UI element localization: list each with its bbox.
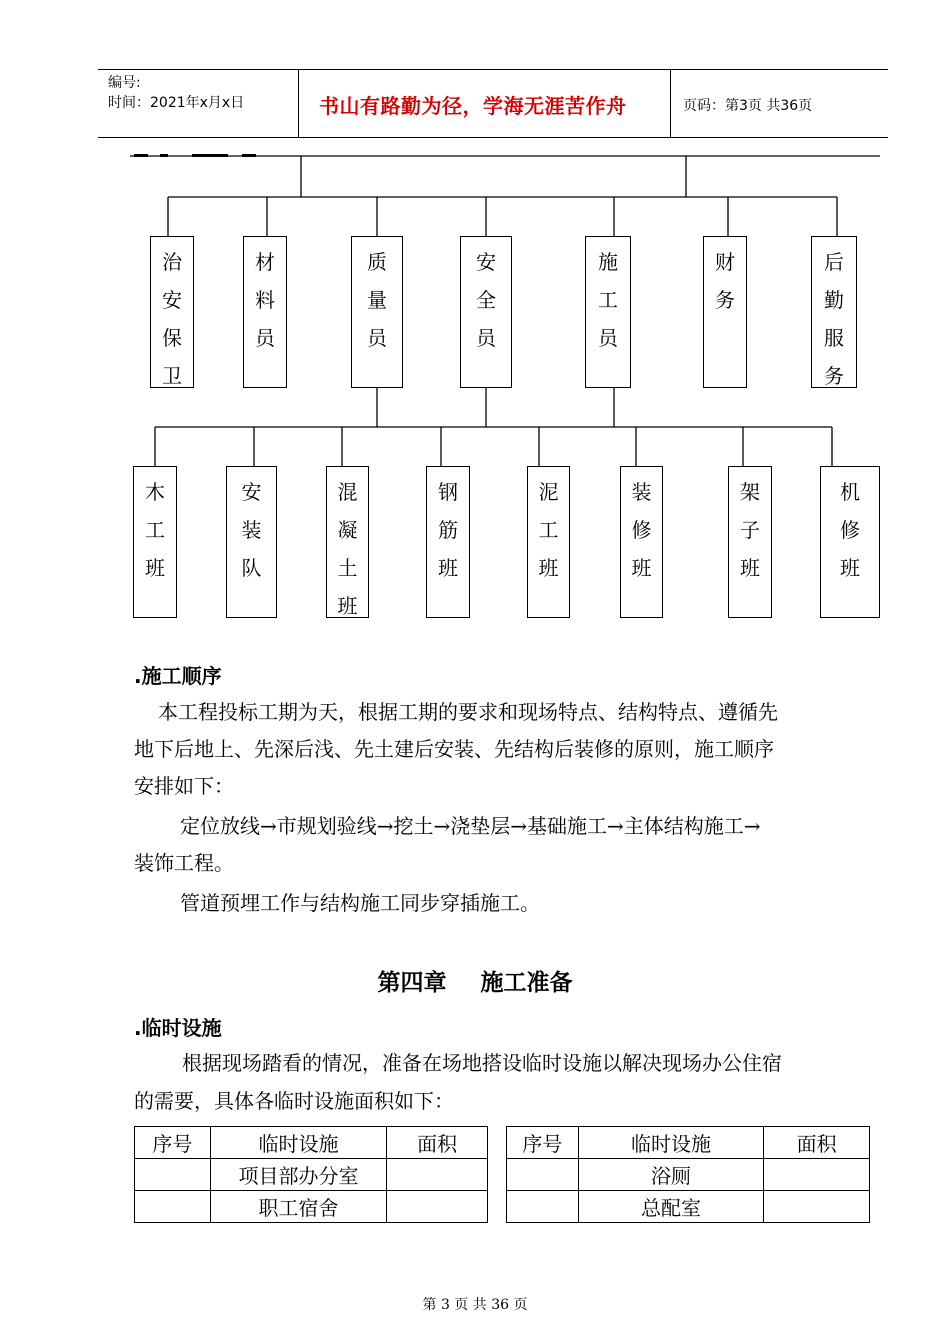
section-title-facilities: .临时设施 <box>134 1016 222 1040</box>
org-char: 务 <box>824 364 844 388</box>
paragraph-line: 的需要，具体各临时设施面积如下： <box>134 1089 454 1113</box>
org-box-label <box>812 243 856 395</box>
org-char: 班 <box>438 556 458 580</box>
table-row <box>135 1159 488 1191</box>
cutoff-mark <box>242 154 256 157</box>
org-char: 修 <box>631 518 652 542</box>
chapter-title: 施工准备 <box>480 970 573 996</box>
paragraph-line: 安排如下： <box>134 774 234 798</box>
org-box-label <box>352 243 402 357</box>
org-char: 工 <box>145 518 165 542</box>
org-char: 量 <box>367 288 387 312</box>
header-cell: 序号 <box>135 1127 211 1159</box>
org-char: 卫 <box>162 364 182 388</box>
team-box-label <box>528 473 569 587</box>
org-char: 队 <box>241 556 262 580</box>
org-char: 勤 <box>824 288 844 312</box>
org-char: 班 <box>337 594 358 618</box>
chapter-number: 第四章 <box>377 970 447 996</box>
table-row <box>507 1191 870 1223</box>
page-label: 页码：第3页 共36页 <box>683 98 813 114</box>
team-box-installation <box>226 466 277 618</box>
org-char: 机 <box>840 480 860 504</box>
section-title-sequence: .施工顺序 <box>134 664 222 688</box>
org-box-safety <box>460 236 512 388</box>
header-cell: 临时设施 <box>210 1127 386 1159</box>
org-char: 安 <box>241 480 262 504</box>
org-char: 钢 <box>438 480 458 504</box>
org-char: 后 <box>824 250 844 274</box>
org-char: 材 <box>255 250 275 274</box>
motto-text: 书山有路勤为径，学海无涯苦作舟 <box>319 94 627 118</box>
org-char: 班 <box>145 556 165 580</box>
table-cell: 项目部办分室 <box>210 1159 386 1191</box>
number-label: 编号: <box>108 75 141 91</box>
paragraph-line: 本工程投标工期为天，根据工期的要求和现场特点、结构特点、遵循先 <box>158 700 778 724</box>
org-char: 员 <box>367 326 387 350</box>
paragraph-line: 地下后地上、先深后浅、先土建后安装、先结构后装修的原则，施工顺序 <box>134 737 774 761</box>
table-cell <box>387 1191 488 1223</box>
org-char: 员 <box>255 326 275 350</box>
chapter-heading <box>0 964 950 997</box>
team-box-scaffolding <box>728 466 772 618</box>
paragraph-line: 定位放线→市规划验线→挖土→浇垫层→基础施工→主体结构施工→ <box>180 814 761 838</box>
org-char: 修 <box>840 518 860 542</box>
header-cell: 序号 <box>507 1127 579 1159</box>
team-box-machinery <box>820 466 880 618</box>
org-box-construction <box>585 236 631 388</box>
org-char: 质 <box>367 250 387 274</box>
table-cell: 浴厕 <box>578 1159 763 1191</box>
org-char: 服 <box>824 326 844 350</box>
org-char: 班 <box>631 556 652 580</box>
org-box-label <box>461 243 511 357</box>
org-box-finance <box>703 236 747 388</box>
org-char: 治 <box>162 250 182 274</box>
org-box-materials <box>243 236 287 388</box>
org-char: 员 <box>598 326 618 350</box>
paragraph-line: 根据现场踏看的情况，准备在场地搭设临时设施以解决现场办公住宿 <box>182 1051 782 1075</box>
org-char: 筋 <box>438 518 458 542</box>
org-char: 混 <box>337 480 358 504</box>
org-char: 料 <box>255 288 275 312</box>
team-box-label <box>821 473 879 587</box>
org-char: 班 <box>538 556 559 580</box>
table-cell <box>135 1191 211 1223</box>
cutoff-mark <box>160 154 168 157</box>
org-box-label <box>704 243 746 319</box>
org-char: 工 <box>598 288 618 312</box>
team-box-label <box>134 473 176 587</box>
header-cell: 面积 <box>764 1127 870 1159</box>
table-cell <box>764 1191 870 1223</box>
table-cell <box>507 1191 579 1223</box>
org-box-label <box>151 243 193 395</box>
org-box-quality <box>351 236 403 388</box>
table-cell: 职工宿舍 <box>210 1191 386 1223</box>
header-cell: 临时设施 <box>578 1127 763 1159</box>
org-char: 全 <box>476 288 496 312</box>
table-cell <box>135 1159 211 1191</box>
org-char: 保 <box>162 326 182 350</box>
page-header <box>98 69 888 138</box>
org-char: 泥 <box>538 480 559 504</box>
org-box-security <box>150 236 194 388</box>
team-box-masonry <box>527 466 570 618</box>
org-box-logistics <box>811 236 857 388</box>
facilities-table-left <box>134 1126 488 1223</box>
org-char: 工 <box>538 518 559 542</box>
table-header-row <box>135 1127 488 1159</box>
org-char: 安 <box>476 250 496 274</box>
header-motto-cell <box>299 70 671 137</box>
org-char: 子 <box>740 518 760 542</box>
table-row <box>135 1191 488 1223</box>
team-box-label <box>621 473 662 587</box>
team-box-label <box>327 473 368 625</box>
org-char: 务 <box>715 288 735 312</box>
org-char: 安 <box>162 288 182 312</box>
header-cell: 面积 <box>387 1127 488 1159</box>
table-cell <box>764 1159 870 1191</box>
table-cell: 总配室 <box>578 1191 763 1223</box>
org-char: 班 <box>840 556 860 580</box>
org-box-label <box>244 243 286 357</box>
team-box-label <box>427 473 469 587</box>
org-char: 凝 <box>337 518 358 542</box>
org-char: 装 <box>631 480 652 504</box>
cutoff-mark <box>134 154 148 157</box>
paragraph-line: 装饰工程。 <box>134 851 234 875</box>
org-char: 员 <box>476 326 496 350</box>
team-box-label <box>227 473 276 587</box>
org-char: 财 <box>715 250 735 274</box>
header-page-cell <box>671 70 888 137</box>
cutoff-mark <box>192 154 228 157</box>
time-label: 时间：2021年x月x日 <box>108 95 245 111</box>
team-box-carpentry <box>133 466 177 618</box>
header-meta <box>98 70 299 137</box>
table-cell <box>507 1159 579 1191</box>
team-box-concrete <box>326 466 369 618</box>
table-row <box>507 1159 870 1191</box>
team-box-label <box>729 473 771 587</box>
org-char: 架 <box>740 480 760 504</box>
org-char: 装 <box>241 518 262 542</box>
org-char: 土 <box>337 556 358 580</box>
table-header-row <box>507 1127 870 1159</box>
paragraph-line: 管道预埋工作与结构施工同步穿插施工。 <box>180 891 540 915</box>
facilities-table-right <box>506 1126 870 1223</box>
team-box-decoration <box>620 466 663 618</box>
table-cell <box>387 1159 488 1191</box>
page-footer: 第 3 页 共 36 页 <box>422 1297 528 1313</box>
team-box-rebar <box>426 466 470 618</box>
org-char: 施 <box>598 250 618 274</box>
org-char: 木 <box>145 480 165 504</box>
org-box-label <box>586 243 630 357</box>
org-char: 班 <box>740 556 760 580</box>
